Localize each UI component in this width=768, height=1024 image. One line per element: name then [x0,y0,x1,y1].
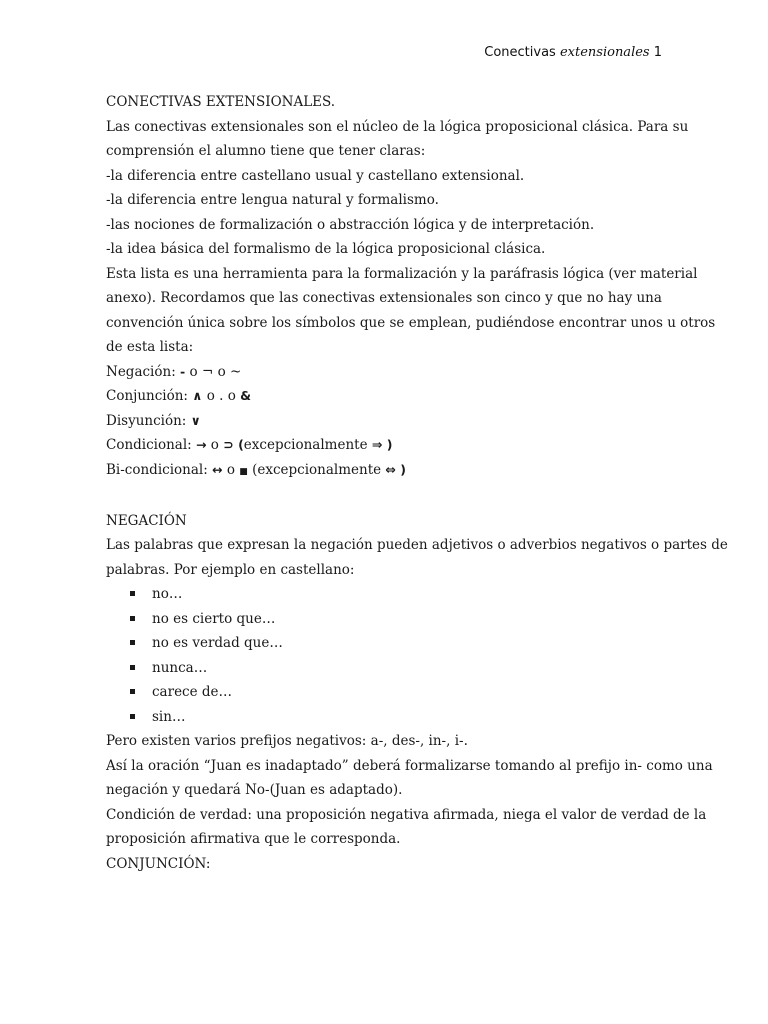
intro-line: de esta lista: [106,339,194,355]
or-text: o [206,437,224,453]
negacion-line: Las palabras que expresan la negación pueden adjetivos o adverbios negativos o partes de [106,537,728,553]
square-bullet-icon [130,689,135,694]
left-right-arrow-symbol: ↔ [212,461,223,477]
negation-examples-list [106,582,666,729]
header-title-prefix: Conectivas [484,45,560,60]
right-arrow-symbol: → [196,437,207,452]
symbol-label: Disyunción: [106,412,191,429]
intro-line: -la idea básica del formalismo de la lógica proposicional clásica. [106,241,546,257]
symbol-label: Condicional: [106,437,197,453]
document-body [106,90,728,876]
intro-line: -las nociones de formalización o abstracción lógica y de interpretación. [106,216,595,233]
exception-text: excepcionalmente [257,461,386,478]
paren-open: ( [247,461,258,478]
vee-symbol: ∨ [190,412,201,428]
list-item: nunca… [126,656,666,681]
or-text: o [223,388,241,404]
header-title-italic: extensionales [559,45,650,60]
intro-line: comprensión el alumno tiene que tener claras: [106,143,426,159]
section-title-negacion: NEGACIÓN [106,512,187,529]
square-symbol: ■ [239,466,248,477]
negacion-line: proposición afirmativa que le corresponda. [106,831,401,847]
double-arrow-symbol: ⇒ [371,437,383,452]
dot-symbol: . [219,388,224,404]
square-bullet-icon [130,640,135,645]
intro-line: convención única sobre los símbolos que se emplean, pudiéndose encontrar unos u otros [106,314,716,331]
paren-close: ) [395,461,406,477]
not-symbol: ¬ [201,363,214,380]
negacion-line: Así la oración “Juan es inadaptado” deberá formalizarse tomando al prefijo in- como una [106,757,713,774]
square-bullet-icon [130,616,135,621]
page-number: 1 [649,45,662,60]
symbol-label: Negación: [106,363,181,380]
ampersand-symbol: & [240,388,252,403]
symbol-row-conjuncion [106,384,666,409]
list-item: no es cierto que… [126,607,666,632]
negacion-line: Pero existen varios prefijos negativos: a-, des-, in-, i-. [106,733,468,749]
negacion-line: negación y quedará No-(Juan es adaptado). [106,782,403,798]
intro-line: -la diferencia entre lengua natural y formalismo. [106,192,439,208]
paren-open: ( [233,437,244,452]
list-item: carece de… [126,680,666,705]
or-text: o [222,461,240,478]
intro-line: anexo). Recordamos que las conectivas extensionales son cinco y que no hay una [106,290,662,306]
section-title-conjuncion: CONJUNCIÓN: [106,855,211,872]
symbol-label: Conjunción: [106,388,193,404]
page-header [484,45,662,60]
list-item: sin… [126,705,666,730]
list-item: no es verdad que… [126,631,666,656]
negacion-line: palabras. Por ejemplo en castellano: [106,561,355,578]
minus-symbol: - [180,363,186,379]
wedge-symbol: ∧ [192,388,203,403]
double-left-right-arrow-symbol: ⇔ [385,461,396,477]
paren-close: ) [382,437,393,452]
exception-text: excepcionalmente [243,437,372,453]
symbol-row-disyuncion [106,409,666,434]
symbol-row-bicondicional [106,458,666,485]
square-bullet-icon [130,591,135,596]
square-bullet-icon [130,665,135,670]
intro-line: -la diferencia entre castellano usual y castellano extensional. [106,167,525,184]
symbol-row-condicional [106,433,666,458]
blank-line [106,484,666,509]
tilde-symbol: ~ [230,363,242,380]
intro-line: Las conectivas extensionales son el núcleo de la lógica proposicional clásica. Para su [106,118,689,135]
or-text: o [213,363,230,380]
section-title-conectivas: CONECTIVAS EXTENSIONALES. [106,94,336,110]
symbol-label: Bi-condicional: [106,461,213,478]
list-item: no… [126,582,666,607]
symbol-row-negacion [106,360,666,385]
negacion-line: Condición de verdad: una proposición negativa afirmada, niega el valor de verdad de la [106,806,707,823]
or-text: o [202,388,220,404]
superset-symbol: ⊃ [223,437,234,452]
square-bullet-icon [130,714,135,719]
or-text: o [185,363,202,380]
intro-line: Esta lista es una herramienta para la formalización y la paráfrasis lógica (ver material [106,265,698,282]
